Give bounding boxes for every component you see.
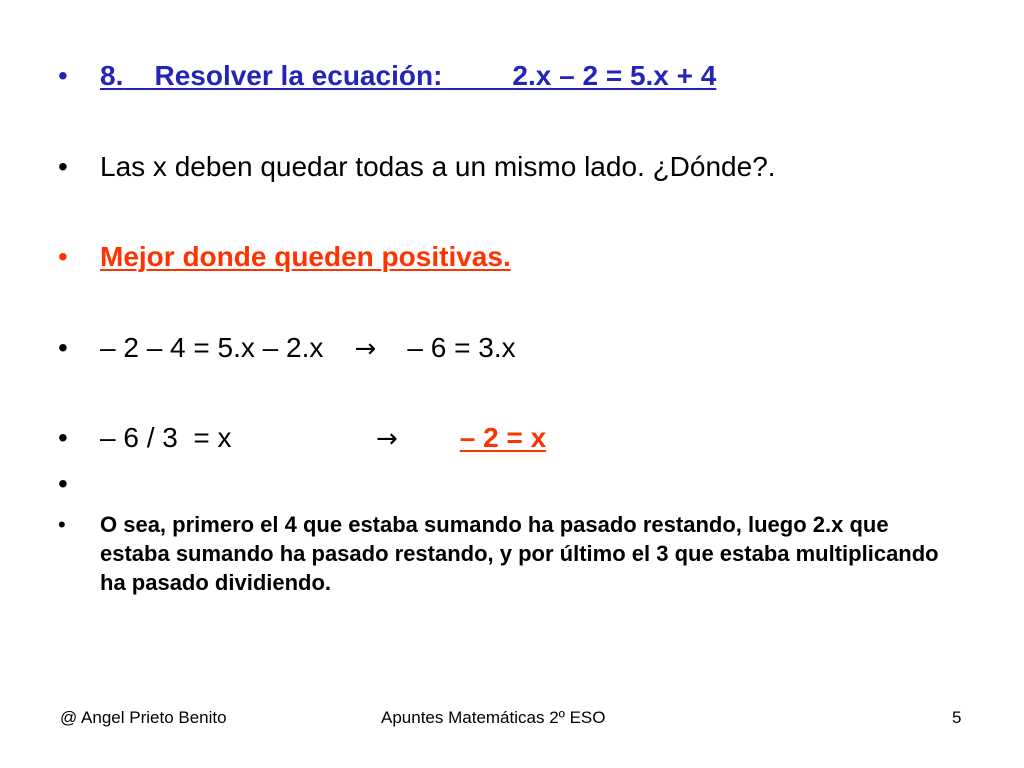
exercise-title: Resolver la ecuación:	[154, 60, 443, 91]
exercise-heading	[100, 62, 716, 90]
page-number: 5	[952, 708, 962, 727]
bullet-icon: •	[58, 151, 68, 182]
bullet-line-4	[58, 334, 516, 364]
step-1-right: – 6 = 3.x	[407, 332, 516, 363]
bullet-line-3	[58, 243, 511, 271]
bullet-icon: •	[58, 60, 68, 91]
footer-course: Apuntes Matemáticas 2º ESO	[381, 708, 606, 727]
step-2-left: – 6 / 3 = x	[100, 422, 232, 453]
bullet-icon: •	[58, 332, 68, 363]
footer-author: @ Angel Prieto Benito	[60, 708, 227, 727]
right-arrow-icon: →	[376, 424, 398, 454]
bullet-line-6	[58, 470, 100, 498]
bullet-line-2	[58, 153, 776, 181]
bullet-line-1	[58, 62, 716, 90]
bullet-icon: •	[58, 468, 68, 499]
exercise-equation: 2.x – 2 = 5.x + 4	[512, 60, 717, 91]
bullet-line-5	[58, 424, 546, 454]
hint-text: Mejor donde queden positivas.	[100, 241, 511, 272]
right-arrow-icon: →	[354, 334, 377, 364]
exercise-number: 8.	[100, 60, 124, 91]
bullet-icon: •	[58, 422, 68, 453]
bullet-icon: •	[58, 241, 68, 272]
instruction-text: Las x deben quedar todas a un mismo lado. ¿Dónde?.	[100, 151, 776, 182]
explanation-paragraph: O sea, primero el 4 que estaba sumando ha pasado restando, luego 2.x que estaba sumando ha pasado restando, y por último el 3 que estaba multiplicando ha pasado dividiendo.	[100, 512, 939, 595]
bullet-line-7	[58, 510, 960, 597]
solution-result: – 2 = x	[459, 422, 547, 453]
step-1-left: – 2 – 4 = 5.x – 2.x	[100, 332, 324, 363]
bullet-icon: •	[58, 512, 66, 537]
